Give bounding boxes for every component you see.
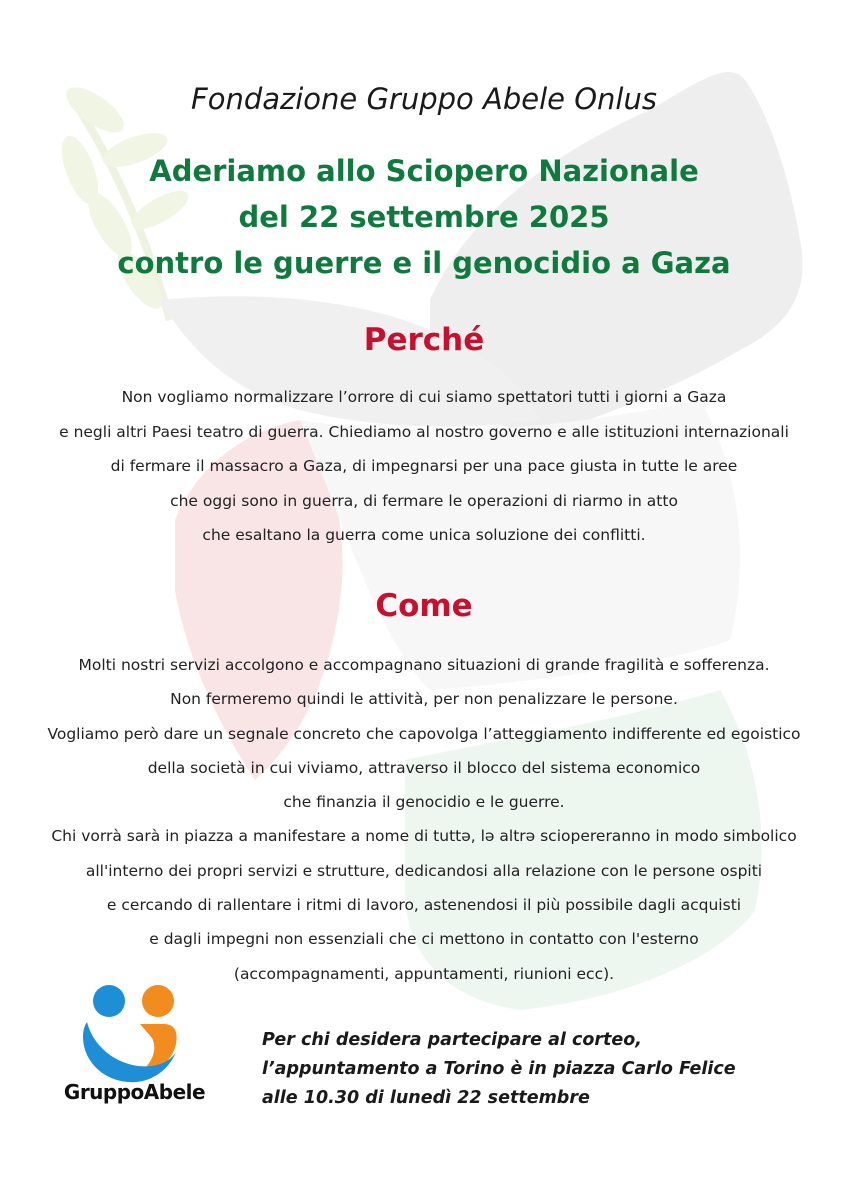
- paragraph-line: Chi vorrà sarà in piazza a manifestare a nome di tuttə, lə altrə sciopereranno in modo simbolico: [51, 827, 797, 846]
- headline-line: Aderiamo allo Sciopero Nazionale: [149, 154, 699, 188]
- paragraph-line: di fermare il massacro a Gaza, di impegnarsi per una pace giusta in tutte le aree: [110, 457, 738, 475]
- paragraph-line: e cercando di rallentare i ritmi di lavoro, astenendosi il più possibile dagli acquisti: [106, 896, 742, 915]
- paragraph-line: e dagli impegni non essenziali che ci mettono in contatto con l'esterno: [149, 930, 699, 949]
- corteo-info: [262, 1026, 736, 1113]
- come-section-title: Come: [375, 588, 473, 624]
- paragraph-line: all'interno dei propri servizi e strutture, dedicandosi alla relazione con le persone ospiti: [85, 861, 763, 880]
- info-line: l’appuntamento a Torino è in piazza Carlo Felice: [262, 1059, 736, 1079]
- come-paragraph: [0, 648, 848, 991]
- perche-paragraph: [0, 380, 848, 553]
- info-line: Per chi desidera partecipare al corteo,: [262, 1030, 642, 1050]
- paragraph-line: che oggi sono in guerra, di fermare le operazioni di riarmo in atto: [170, 491, 678, 510]
- paragraph-line: che finanzia il genocidio e le guerre.: [283, 793, 565, 812]
- headline: [0, 148, 848, 286]
- paragraph-line: della società in cui viviamo, attraverso il blocco del sistema economico: [147, 758, 701, 777]
- headline-line: contro le guerre e il genocidio a Gaza: [117, 246, 731, 280]
- paragraph-line: che esaltano la guerra come unica soluzione dei conflitti.: [202, 526, 646, 544]
- perche-section-title: Perché: [363, 322, 485, 358]
- paragraph-line: Non vogliamo normalizzare l’orrore di cui siamo spettatori tutti i giorni a Gaza: [121, 388, 727, 406]
- paragraph-line: Vogliamo però dare un segnale concreto che capovolga l’atteggiamento indifferente ed egoistico: [47, 724, 801, 743]
- headline-line: del 22 settembre 2025: [238, 200, 610, 234]
- logo-blue-dot: [93, 985, 125, 1017]
- paragraph-line: (accompagnamenti, appuntamenti, riunioni ecc).: [233, 964, 615, 983]
- paragraph-line: Non fermeremo quindi le attività, per non penalizzare le persone.: [170, 690, 678, 709]
- info-line: alle 10.30 di lunedì 22 settembre: [262, 1088, 590, 1108]
- paragraph-line: Molti nostri servizi accolgono e accompagnano situazioni di grande fragilità e sofferenza.: [78, 656, 770, 674]
- paragraph-line: e negli altri Paesi teatro di guerra. Chiediamo al nostro governo e alle istituzioni internazionali: [59, 422, 789, 441]
- organization-name: Fondazione Gruppo Abele Onlus: [191, 82, 657, 116]
- logo-orange-dot: [142, 985, 174, 1017]
- logo-wordmark: GruppoAbele: [63, 1080, 206, 1104]
